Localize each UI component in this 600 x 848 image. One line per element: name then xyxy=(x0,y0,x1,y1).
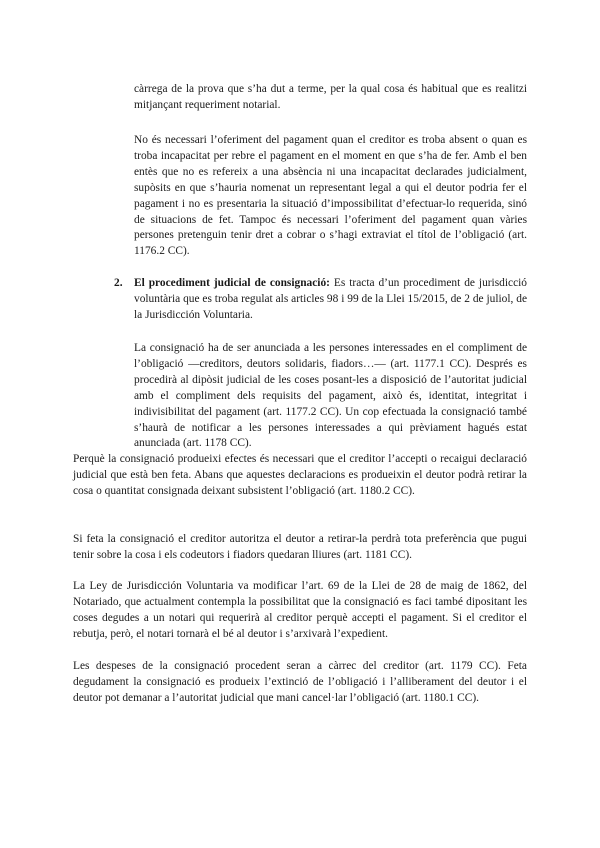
ley-jurisdiccion-paragraph: La Ley de Jurisdicción Voluntaria va modificar l’art. 69 de la Llei de 28 de maig de 1862, del Notariado, que actualment contempla la possibilitat que la consignació es faci també dipositant les coses degudes a un notari qui requerirà al creditor perquè accepti el pagament. Si el creditor el rebutja, però, el notari tornarà el bé al deutor i s’arxivarà l’expedient. xyxy=(73,580,527,640)
despeses-paragraph: Les despeses de la consignació procedent seran a càrrec del creditor (art. 1179 CC). Feta degudament la consignació es produeix l’extinció de l’obligació i l’alliberament del deutor i el deutor pot demanar a l’autoritat judicial que mani cancel·lar l’obligació (art. 1180.1 CC). xyxy=(73,660,527,704)
continuation-paragraph: càrrega de la prova que s’ha dut a terme, per la qual cosa és habitual que es realitzi mitjançant requeriment notarial. xyxy=(134,83,527,111)
perque-paragraph: Perquè la consignació produeixi efectes és necessari que el creditor l’accepti o recaigui declaració judicial que està ben feta. Abans que aquestes declaracions es produeixin el deutor podrà retirar la cosa o quantitat consignada deixant subsistent l’obligació (art. 1180.2 CC). xyxy=(73,453,527,497)
list-number-2: 2. xyxy=(114,277,123,289)
no-necessari-paragraph: No és necessari l’oferiment del pagament quan el creditor es troba absent o quan es troba incapacitat per rebre el pagament en el moment en que s’ha de fer. Amb el ben entès que no es refereix a una absència ni una incapacitat declarades judicialment, supòsits en que s’hauria nomenat un representant legal a qui el deutor podria fer el pagament i no es presentaria la situació d’impossibilitat d’efectuar-lo requerida, sinó de situacions de fet. Tampoc és necessari l’oferiment del pagament quan vàries persones pretenguin tenir dret a cobrar o s’hagi extraviat el títol de l’obligació (art. 1176.2 CC). xyxy=(134,134,527,258)
procediment-judicial-text: Es tracta d’un procediment de jurisdicció voluntària que es troba regulat als articles 98 i 99 de la Llei 15/2015, de 2 de juliol, de la Jurisdicción Voluntaria. xyxy=(134,277,527,321)
consignacio-anunciada-paragraph: La consignació ha de ser anunciada a les persones interessades en el compliment de l’obligació —creditors, deutors solidaris, fiadors…— (art. 1177.1 CC). Després es procedirà al dipòsit judicial de les coses posant-les a disposició de l’autoritat judicial amb el compliment dels requisits del pagament, això és, identitat, integritat i indivisibilitat del pagament (art. 1177.2 CC). Un cop efectuada la consignació també s’haurà de notificar a les persones interessades a qui prèviament hagués estat anunciada (art. 1178 CC). xyxy=(134,342,527,450)
procediment-judicial-title: El procediment judicial de consignació: xyxy=(134,277,330,289)
procediment-judicial-item xyxy=(134,276,527,324)
si-feta-paragraph: Si feta la consignació el creditor autoritza el deutor a retirar-la perdrà tota preferència que pugui tenir sobre la cosa i els codeutors i fiadors quedaran lliures (art. 1181 CC). xyxy=(73,533,527,561)
